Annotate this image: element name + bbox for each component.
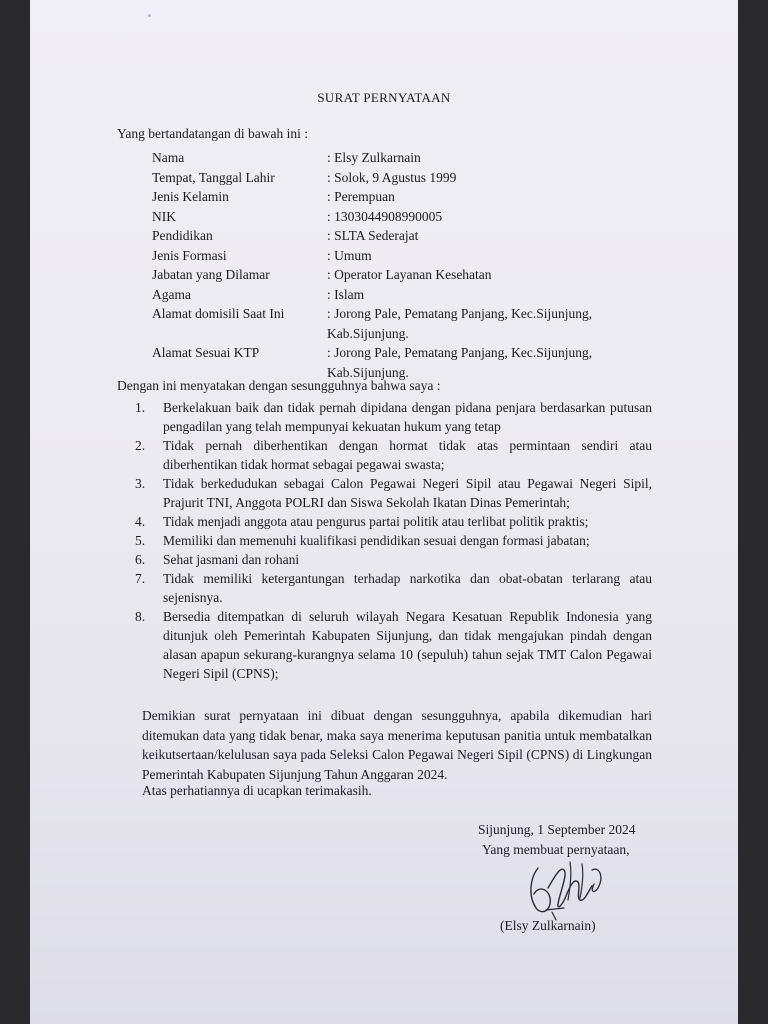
list-item	[135, 569, 652, 607]
item-text: Tidak pernah diberhentikan dengan hormat tidak atas permintaan sendiri atau diberhentikan tidak hormat sebagai pegawai swasta;	[163, 438, 652, 472]
list-item	[135, 550, 652, 569]
paper-speck	[148, 14, 151, 17]
item-number: 5.	[135, 533, 146, 548]
list-item	[135, 398, 652, 436]
item-text: Tidak memiliki ketergantungan terhadap narkotika dan obat-obatan terlarang atau sejenisnya.	[163, 571, 652, 605]
signature-maker-line: Yang membuat pernyataan,	[482, 842, 630, 857]
item-number: 1.	[135, 400, 146, 415]
field-value: : SLTA Sederajat	[327, 228, 419, 243]
thanks-line: Atas perhatiannya di ucapkan terimakasih.	[142, 783, 372, 798]
field-label: NIK	[152, 208, 176, 224]
field-jabatan	[152, 265, 652, 285]
item-number: 3.	[135, 476, 146, 491]
item-number: 8.	[135, 609, 146, 624]
handwritten-signature	[508, 848, 618, 928]
item-text: Bersedia ditempatkan di seluruh wilayah Negara Kesatuan Republik Indonesia yang ditunjuk oleh Pemerintah Kabupaten Sijunjung, dan tidak mengajukan pindah dengan alasan apapun sekurang-kurangnya selama 10 (sepuluh) tahun sejak TMT Calon Pegawai Negeri Sipil (CPNS);	[163, 609, 652, 681]
signature-place-date: Sijunjung, 1 September 2024	[478, 822, 636, 837]
field-label: Alamat Sesuai KTP	[152, 345, 260, 360]
field-nik	[152, 207, 652, 227]
item-number: 6.	[135, 552, 146, 567]
opening-line: Yang bertandatangan di bawah ini :	[117, 126, 308, 141]
field-value: : Perempuan	[327, 189, 395, 204]
field-value: : 1303044908990005	[327, 208, 443, 224]
field-value: : Jorong Pale, Pematang Panjang, Kec.Sijunjung, Kab.Sijunjung.	[327, 345, 593, 380]
item-text: Sehat jasmani dan rohani	[163, 552, 300, 567]
list-item	[135, 531, 652, 550]
field-nama	[152, 148, 652, 168]
statement-list	[135, 398, 652, 683]
field-agama	[152, 285, 652, 305]
field-label: Agama	[152, 286, 191, 302]
field-value: : Jorong Pale, Pematang Panjang, Kec.Sijunjung, Kab.Sijunjung.	[327, 306, 593, 341]
field-label: Alamat domisili Saat Ini	[152, 306, 285, 321]
item-number: 4.	[135, 514, 146, 529]
closing-paragraph: Demikian surat pernyataan ini dibuat dengan sesungguhnya, apabila dikemudian hari ditemukan data yang tidak benar, maka saya menerima keputusan panitia untuk membatalkan keikutsertaan/kelulusan saya pada Seleksi Calon Pegawai Negeri Sipil (CPNS) di Lingkungan Pemerintah Kabupaten Sijunjung Tahun Anggaran 2024.	[142, 708, 652, 782]
item-number: 2.	[135, 438, 146, 453]
signature-name: (Elsy Zulkarnain)	[500, 918, 596, 933]
letter-page	[30, 0, 738, 1024]
field-value: : Umum	[327, 247, 372, 263]
field-alamat-domisili	[152, 304, 652, 343]
item-text: Tidak berkedudukan sebagai Calon Pegawai Negeri Sipil atau Pegawai Negeri Sipil, Prajurit TNI, Anggota POLRI dan Siswa Sekolah Ikatan Dinas Pemerintah;	[163, 476, 652, 510]
field-value: : Islam	[327, 286, 365, 302]
field-label: Jenis Kelamin	[152, 189, 229, 204]
field-value: : Solok, 9 Agustus 1999	[327, 169, 457, 185]
item-text: Memiliki dan memenuhi kualifikasi pendidikan sesuai dengan formasi jabatan;	[163, 533, 590, 548]
list-item	[135, 474, 652, 512]
field-label: Nama	[152, 150, 185, 165]
item-number: 7.	[135, 571, 146, 586]
field-alamat-ktp	[152, 343, 652, 382]
identity-fields	[152, 148, 652, 382]
field-label: Tempat, Tanggal Lahir	[152, 169, 275, 185]
field-label: Pendidikan	[152, 228, 213, 243]
list-item	[135, 512, 652, 531]
field-jenis-formasi	[152, 246, 652, 266]
field-value: : Operator Layanan Kesehatan	[327, 267, 492, 282]
declaration-line: Dengan ini menyatakan dengan sesungguhnya bahwa saya :	[117, 378, 441, 393]
field-tempat-tanggal-lahir	[152, 168, 652, 188]
field-jenis-kelamin	[152, 187, 652, 207]
list-item	[135, 436, 652, 474]
field-label: Jabatan yang Dilamar	[152, 267, 270, 282]
item-text: Tidak menjadi anggota atau pengurus partai politik atau terlibat politik praktis;	[163, 514, 589, 529]
field-pendidikan	[152, 226, 652, 246]
field-value: : Elsy Zulkarnain	[327, 150, 421, 165]
list-item	[135, 607, 652, 683]
field-label: Jenis Formasi	[152, 247, 227, 263]
document-title: SURAT PERNYATAAN	[317, 90, 451, 105]
item-text: Berkelakuan baik dan tidak pernah dipidana dengan pidana penjara berdasarkan putusan pengadilan yang telah mempunyai kekuatan hukum yang tetap	[163, 400, 652, 434]
